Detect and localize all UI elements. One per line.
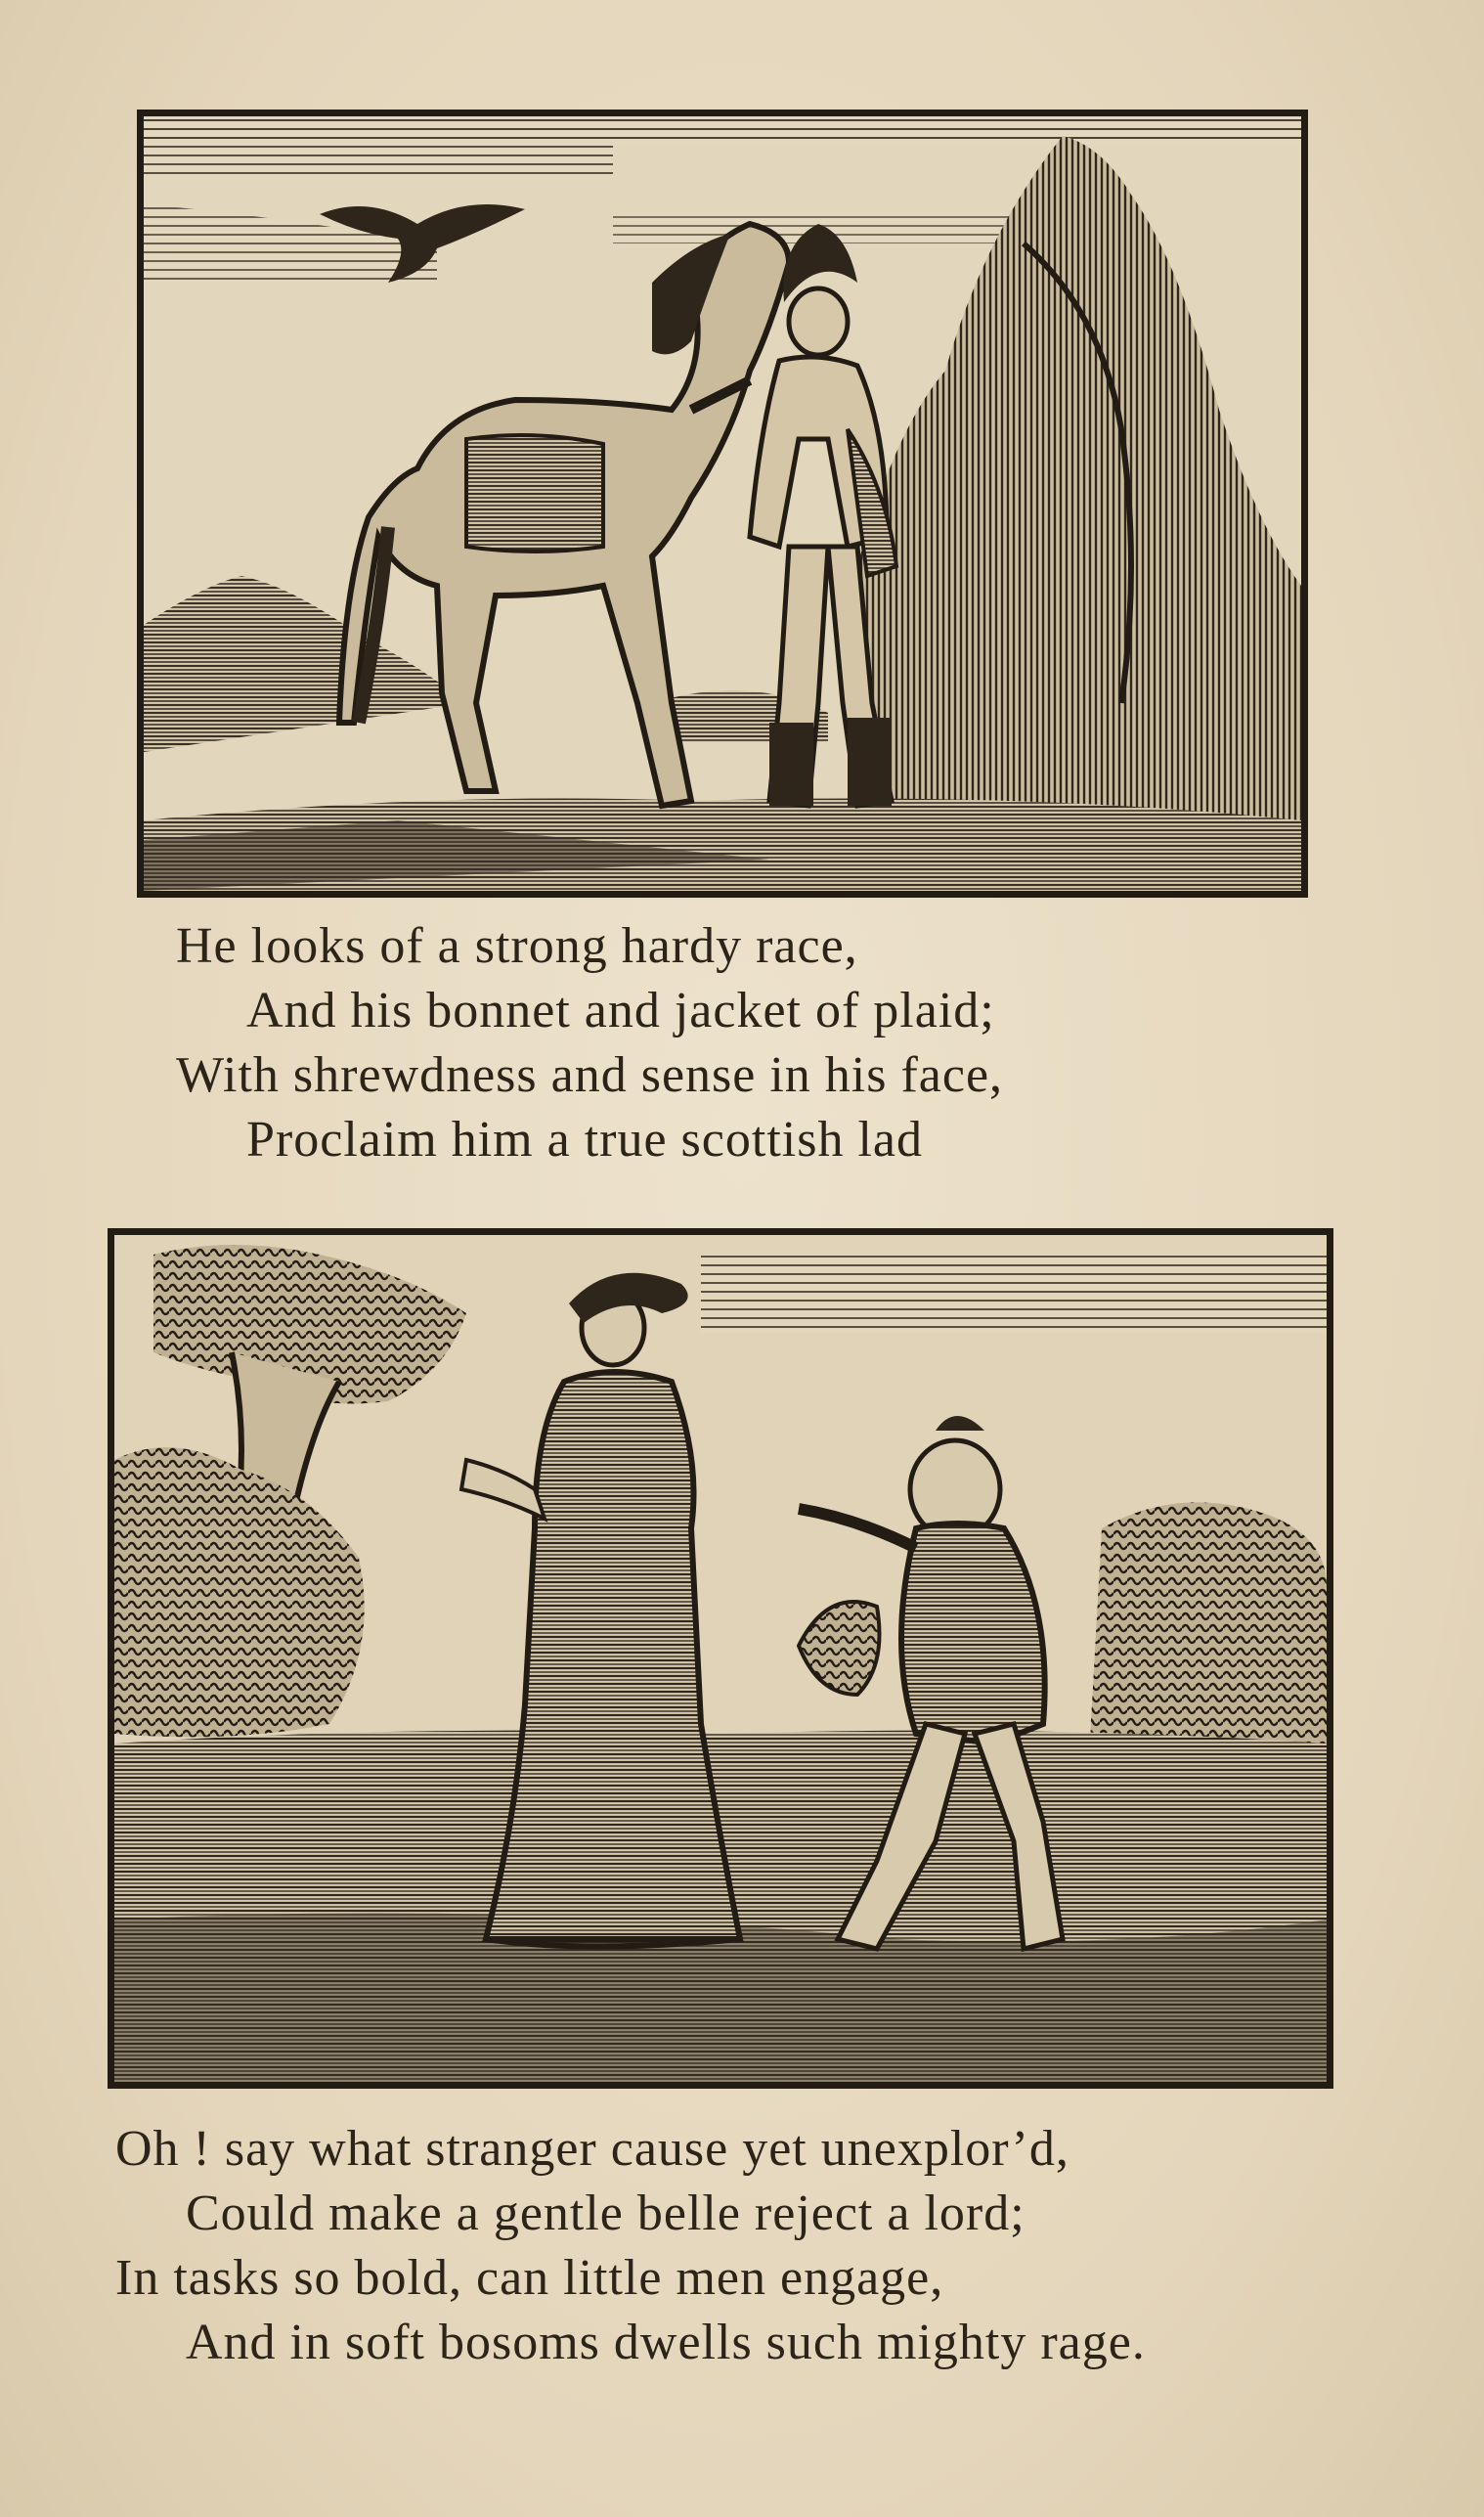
verse-line: Could make a gentle belle reject a lord;: [186, 2186, 1026, 2241]
woodcut-horse-svg: [144, 116, 1301, 891]
woodcut-lady-svg: [114, 1235, 1327, 2082]
verse-line: In tasks so bold, can little men engage,: [115, 2250, 944, 2306]
verse-line: And his bonnet and jacket of plaid;: [246, 983, 995, 1038]
verse-line: Oh ! say what stranger cause yet unexplor’d,: [115, 2121, 1069, 2177]
verse-line: With shrewdness and sense in his face,: [176, 1047, 1004, 1103]
verse-stanza-2: [115, 2117, 1146, 2375]
verse-line: And in soft bosoms dwells such mighty rage.: [186, 2315, 1146, 2370]
verse-line: He looks of a strong hardy race,: [176, 918, 858, 974]
woodcut-illustration-horse-and-lad: [137, 110, 1308, 898]
verse-stanza-1: [176, 914, 1003, 1172]
woodcut-illustration-lady-and-gentleman: [108, 1228, 1333, 2089]
verse-line: Proclaim him a true scottish lad: [246, 1112, 923, 1168]
